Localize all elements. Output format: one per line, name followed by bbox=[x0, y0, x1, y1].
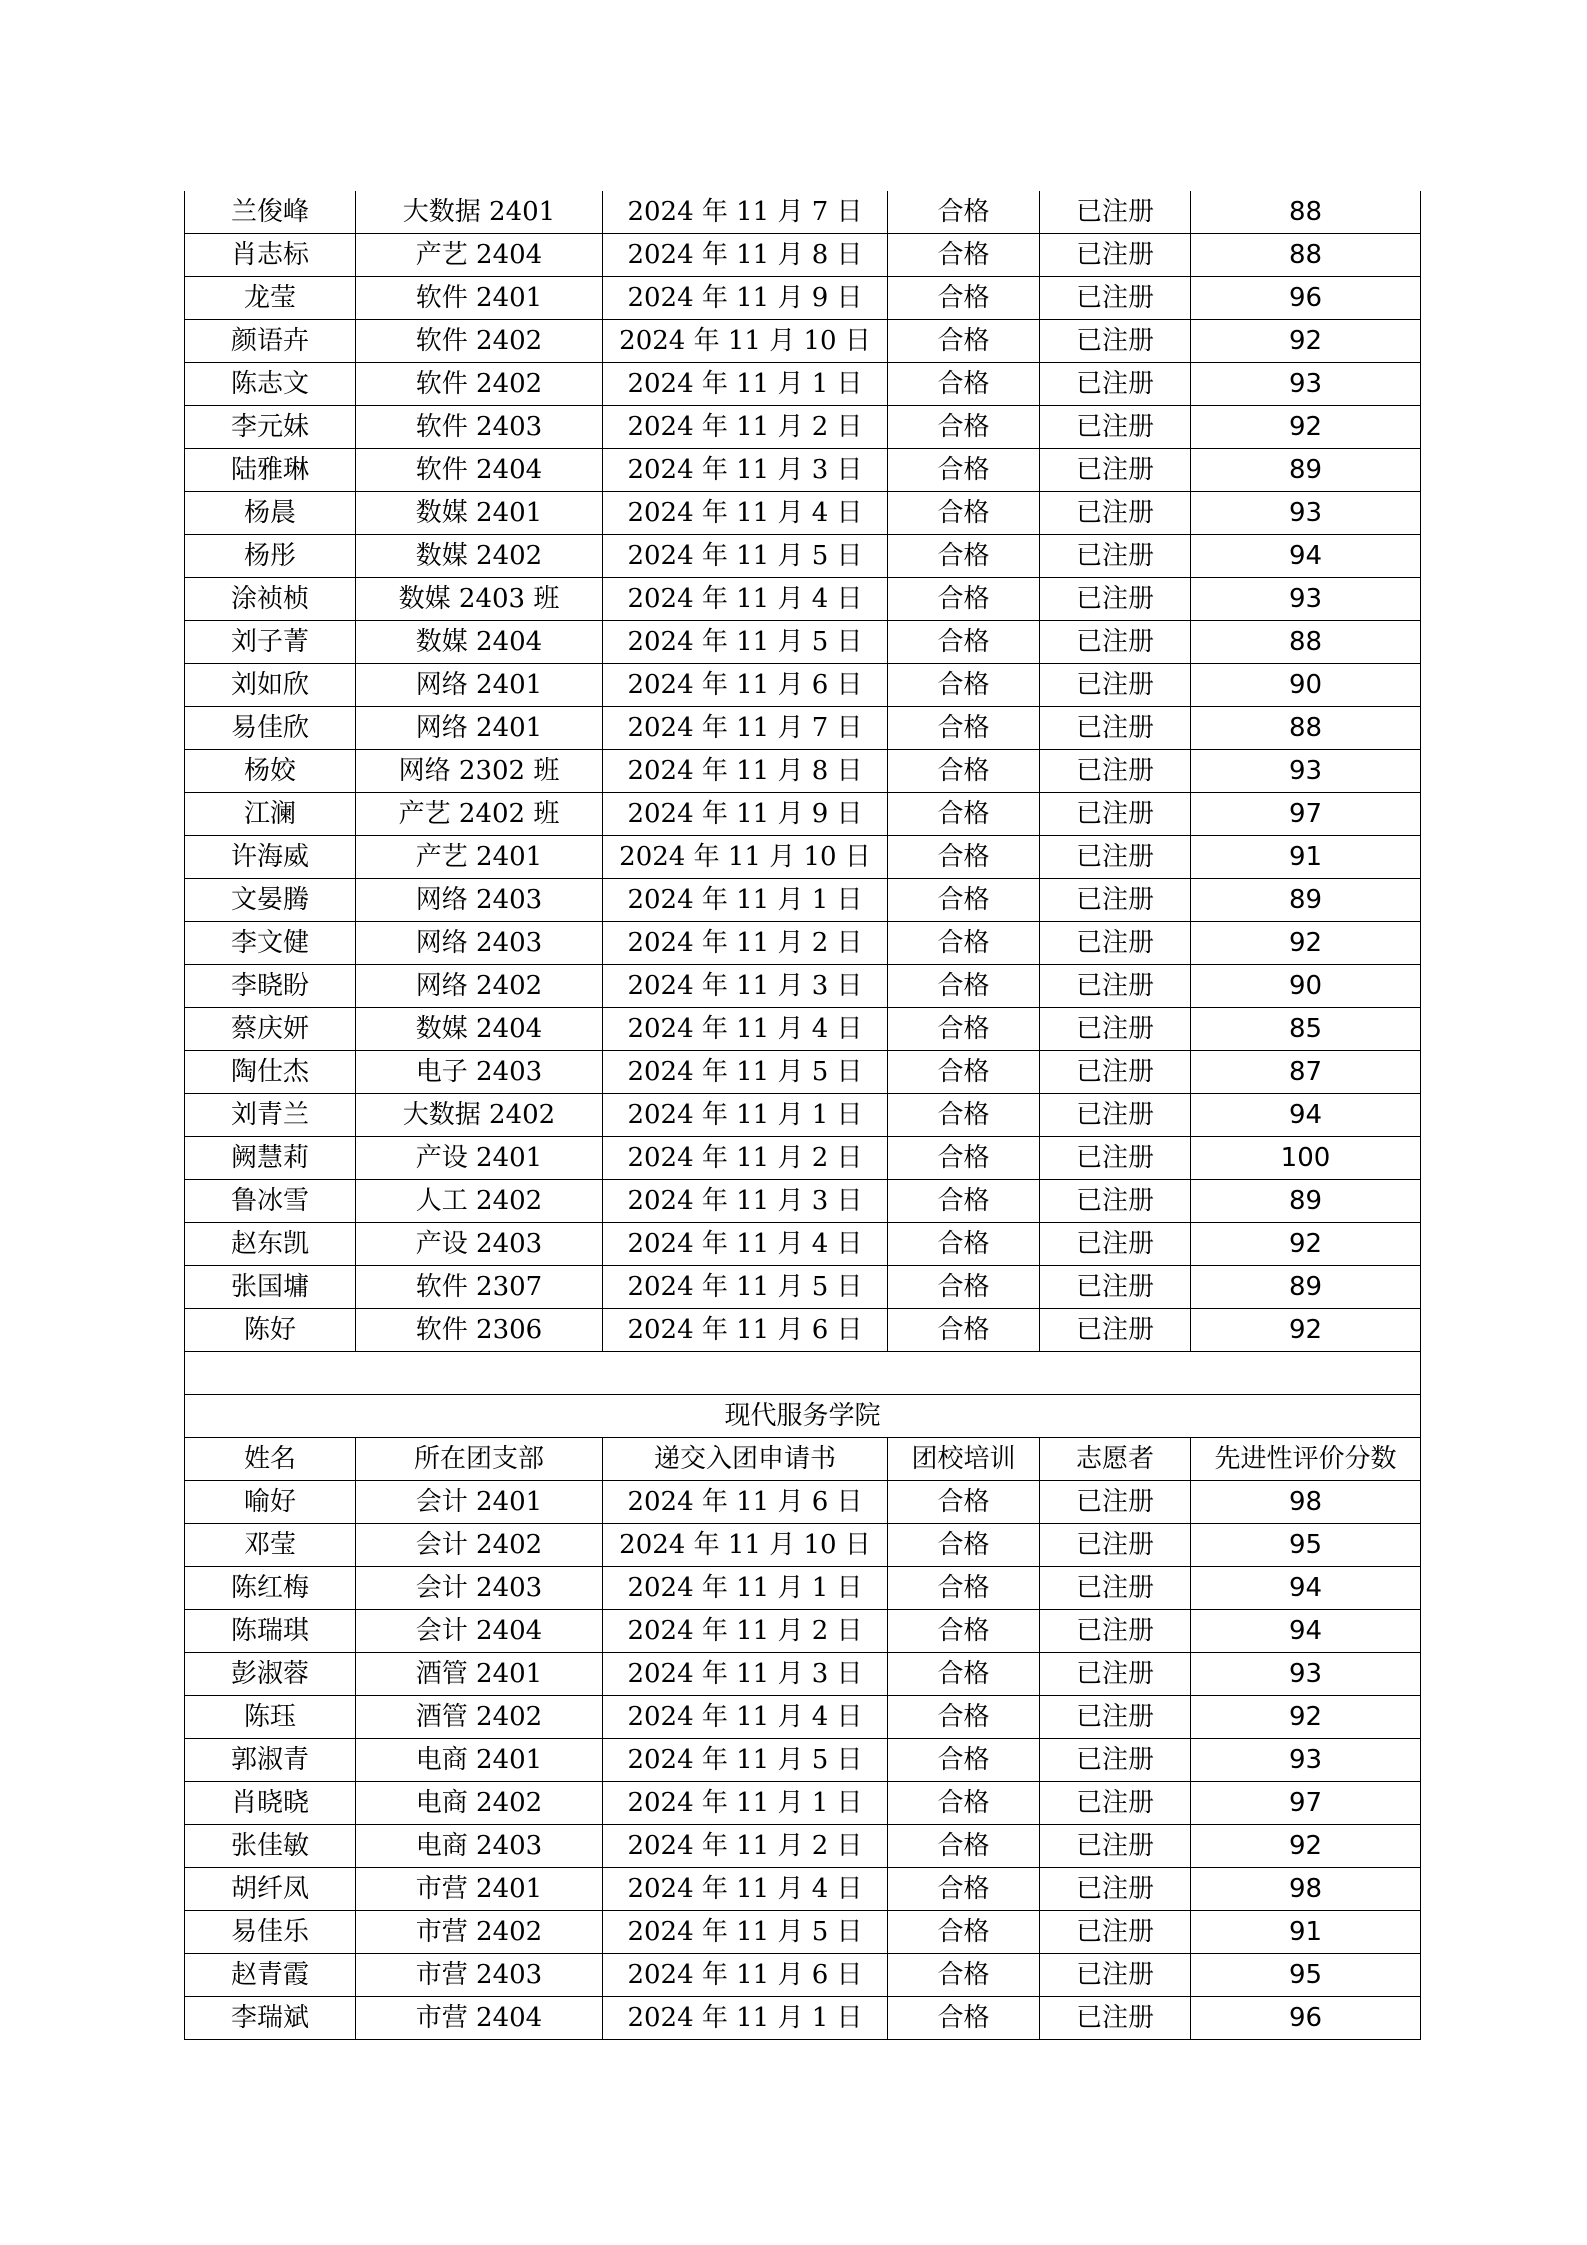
volunteer-cell: 已注册 bbox=[1040, 1997, 1191, 2040]
application-date-cell: 2024 年 11 月 3 日 bbox=[603, 965, 888, 1008]
branch-cell: 市营 2402 bbox=[356, 1911, 603, 1954]
name-cell: 赵青霞 bbox=[185, 1954, 356, 1997]
table-row bbox=[185, 1739, 1421, 1782]
score-cell: 94 bbox=[1191, 1567, 1421, 1610]
volunteer-cell: 已注册 bbox=[1040, 1567, 1191, 1610]
application-date-cell: 2024 年 11 月 2 日 bbox=[603, 922, 888, 965]
name-cell: 陈志文 bbox=[185, 363, 356, 406]
name-cell: 杨姣 bbox=[185, 750, 356, 793]
application-date-cell: 2024 年 11 月 5 日 bbox=[603, 1051, 888, 1094]
branch-cell: 数媒 2403 班 bbox=[356, 578, 603, 621]
score-cell: 89 bbox=[1191, 449, 1421, 492]
name-cell: 易佳乐 bbox=[185, 1911, 356, 1954]
branch-cell: 网络 2302 班 bbox=[356, 750, 603, 793]
name-cell: 颜语卉 bbox=[185, 320, 356, 363]
volunteer-cell: 已注册 bbox=[1040, 191, 1191, 234]
branch-cell: 产设 2403 bbox=[356, 1223, 603, 1266]
training-cell: 合格 bbox=[888, 621, 1040, 664]
branch-cell: 电商 2401 bbox=[356, 1739, 603, 1782]
branch-cell: 数媒 2404 bbox=[356, 1008, 603, 1051]
application-date-cell: 2024 年 11 月 1 日 bbox=[603, 1094, 888, 1137]
header-volunteer: 志愿者 bbox=[1040, 1438, 1191, 1481]
application-date-cell: 2024 年 11 月 4 日 bbox=[603, 1868, 888, 1911]
branch-cell: 网络 2403 bbox=[356, 879, 603, 922]
training-cell: 合格 bbox=[888, 707, 1040, 750]
branch-cell: 会计 2401 bbox=[356, 1481, 603, 1524]
volunteer-cell: 已注册 bbox=[1040, 793, 1191, 836]
branch-cell: 电商 2403 bbox=[356, 1825, 603, 1868]
application-date-cell: 2024 年 11 月 4 日 bbox=[603, 1008, 888, 1051]
name-cell: 李晓盼 bbox=[185, 965, 356, 1008]
branch-cell: 产设 2401 bbox=[356, 1137, 603, 1180]
table-row bbox=[185, 363, 1421, 406]
training-cell: 合格 bbox=[888, 578, 1040, 621]
application-date-cell: 2024 年 11 月 10 日 bbox=[603, 836, 888, 879]
name-cell: 阙慧莉 bbox=[185, 1137, 356, 1180]
name-cell: 赵东凯 bbox=[185, 1223, 356, 1266]
score-cell: 94 bbox=[1191, 1610, 1421, 1653]
branch-cell: 数媒 2404 bbox=[356, 621, 603, 664]
application-date-cell: 2024 年 11 月 10 日 bbox=[603, 1524, 888, 1567]
training-cell: 合格 bbox=[888, 1481, 1040, 1524]
name-cell: 陆雅琳 bbox=[185, 449, 356, 492]
name-cell: 江澜 bbox=[185, 793, 356, 836]
branch-cell: 市营 2401 bbox=[356, 1868, 603, 1911]
table-row bbox=[185, 1309, 1421, 1352]
name-cell: 陈瑞琪 bbox=[185, 1610, 356, 1653]
branch-cell: 酒管 2402 bbox=[356, 1696, 603, 1739]
score-cell: 85 bbox=[1191, 1008, 1421, 1051]
table-row bbox=[185, 191, 1421, 234]
volunteer-cell: 已注册 bbox=[1040, 320, 1191, 363]
volunteer-cell: 已注册 bbox=[1040, 1309, 1191, 1352]
name-cell: 陶仕杰 bbox=[185, 1051, 356, 1094]
score-cell: 93 bbox=[1191, 492, 1421, 535]
name-cell: 刘青兰 bbox=[185, 1094, 356, 1137]
volunteer-cell: 已注册 bbox=[1040, 1180, 1191, 1223]
branch-cell: 产艺 2401 bbox=[356, 836, 603, 879]
application-date-cell: 2024 年 11 月 1 日 bbox=[603, 1997, 888, 2040]
volunteer-cell: 已注册 bbox=[1040, 1094, 1191, 1137]
branch-cell: 软件 2403 bbox=[356, 406, 603, 449]
name-cell: 龙莹 bbox=[185, 277, 356, 320]
name-cell: 喻好 bbox=[185, 1481, 356, 1524]
training-cell: 合格 bbox=[888, 1610, 1040, 1653]
branch-cell: 会计 2404 bbox=[356, 1610, 603, 1653]
table-row bbox=[185, 1051, 1421, 1094]
name-cell: 陈好 bbox=[185, 1309, 356, 1352]
volunteer-cell: 已注册 bbox=[1040, 922, 1191, 965]
score-cell: 94 bbox=[1191, 535, 1421, 578]
header-branch: 所在团支部 bbox=[356, 1438, 603, 1481]
training-cell: 合格 bbox=[888, 1911, 1040, 1954]
training-cell: 合格 bbox=[888, 1868, 1040, 1911]
score-cell: 87 bbox=[1191, 1051, 1421, 1094]
volunteer-cell: 已注册 bbox=[1040, 879, 1191, 922]
name-cell: 李瑞斌 bbox=[185, 1997, 356, 2040]
score-cell: 98 bbox=[1191, 1481, 1421, 1524]
branch-cell: 软件 2402 bbox=[356, 320, 603, 363]
volunteer-cell: 已注册 bbox=[1040, 1954, 1191, 1997]
branch-cell: 网络 2401 bbox=[356, 707, 603, 750]
training-cell: 合格 bbox=[888, 1094, 1040, 1137]
name-cell: 彭淑蓉 bbox=[185, 1653, 356, 1696]
table-row bbox=[185, 1997, 1421, 2040]
table-row bbox=[185, 320, 1421, 363]
training-cell: 合格 bbox=[888, 277, 1040, 320]
application-date-cell: 2024 年 11 月 4 日 bbox=[603, 492, 888, 535]
header-row bbox=[185, 1438, 1421, 1481]
name-cell: 胡纤凤 bbox=[185, 1868, 356, 1911]
branch-cell: 市营 2404 bbox=[356, 1997, 603, 2040]
volunteer-cell: 已注册 bbox=[1040, 1610, 1191, 1653]
name-cell: 兰俊峰 bbox=[185, 191, 356, 234]
application-date-cell: 2024 年 11 月 1 日 bbox=[603, 363, 888, 406]
table-row bbox=[185, 1266, 1421, 1309]
training-cell: 合格 bbox=[888, 1008, 1040, 1051]
training-cell: 合格 bbox=[888, 1997, 1040, 2040]
table-row bbox=[185, 922, 1421, 965]
branch-cell: 软件 2306 bbox=[356, 1309, 603, 1352]
branch-cell: 大数据 2401 bbox=[356, 191, 603, 234]
branch-cell: 软件 2307 bbox=[356, 1266, 603, 1309]
volunteer-cell: 已注册 bbox=[1040, 492, 1191, 535]
table-row bbox=[185, 707, 1421, 750]
application-date-cell: 2024 年 11 月 7 日 bbox=[603, 707, 888, 750]
score-cell: 93 bbox=[1191, 1653, 1421, 1696]
application-date-cell: 2024 年 11 月 3 日 bbox=[603, 1180, 888, 1223]
table-row bbox=[185, 1782, 1421, 1825]
table-row bbox=[185, 1567, 1421, 1610]
score-cell: 93 bbox=[1191, 1739, 1421, 1782]
volunteer-cell: 已注册 bbox=[1040, 664, 1191, 707]
name-cell: 刘子菁 bbox=[185, 621, 356, 664]
branch-cell: 大数据 2402 bbox=[356, 1094, 603, 1137]
volunteer-cell: 已注册 bbox=[1040, 1008, 1191, 1051]
name-cell: 陈红梅 bbox=[185, 1567, 356, 1610]
volunteer-cell: 已注册 bbox=[1040, 1524, 1191, 1567]
name-cell: 张佳敏 bbox=[185, 1825, 356, 1868]
application-date-cell: 2024 年 11 月 6 日 bbox=[603, 664, 888, 707]
training-cell: 合格 bbox=[888, 1180, 1040, 1223]
table-row bbox=[185, 1008, 1421, 1051]
training-cell: 合格 bbox=[888, 922, 1040, 965]
training-cell: 合格 bbox=[888, 1309, 1040, 1352]
application-date-cell: 2024 年 11 月 3 日 bbox=[603, 449, 888, 492]
name-cell: 蔡庆妍 bbox=[185, 1008, 356, 1051]
score-cell: 97 bbox=[1191, 1782, 1421, 1825]
score-cell: 92 bbox=[1191, 1309, 1421, 1352]
volunteer-cell: 已注册 bbox=[1040, 1223, 1191, 1266]
volunteer-cell: 已注册 bbox=[1040, 535, 1191, 578]
application-date-cell: 2024 年 11 月 4 日 bbox=[603, 578, 888, 621]
volunteer-cell: 已注册 bbox=[1040, 1266, 1191, 1309]
volunteer-cell: 已注册 bbox=[1040, 707, 1191, 750]
score-cell: 88 bbox=[1191, 621, 1421, 664]
score-cell: 92 bbox=[1191, 320, 1421, 363]
table-row bbox=[185, 234, 1421, 277]
score-cell: 92 bbox=[1191, 1825, 1421, 1868]
training-cell: 合格 bbox=[888, 793, 1040, 836]
branch-cell: 软件 2401 bbox=[356, 277, 603, 320]
volunteer-cell: 已注册 bbox=[1040, 1051, 1191, 1094]
name-cell: 李文健 bbox=[185, 922, 356, 965]
training-cell: 合格 bbox=[888, 449, 1040, 492]
table-row bbox=[185, 1653, 1421, 1696]
table-row bbox=[185, 578, 1421, 621]
table-row bbox=[185, 1481, 1421, 1524]
table-row bbox=[185, 1954, 1421, 1997]
table-row bbox=[185, 1911, 1421, 1954]
training-cell: 合格 bbox=[888, 1653, 1040, 1696]
score-cell: 98 bbox=[1191, 1868, 1421, 1911]
training-cell: 合格 bbox=[888, 1137, 1040, 1180]
application-date-cell: 2024 年 11 月 8 日 bbox=[603, 750, 888, 793]
application-date-cell: 2024 年 11 月 2 日 bbox=[603, 1825, 888, 1868]
training-cell: 合格 bbox=[888, 1567, 1040, 1610]
score-cell: 97 bbox=[1191, 793, 1421, 836]
branch-cell: 电商 2402 bbox=[356, 1782, 603, 1825]
blank-row bbox=[185, 1352, 1421, 1395]
application-date-cell: 2024 年 11 月 8 日 bbox=[603, 234, 888, 277]
table-row bbox=[185, 1696, 1421, 1739]
name-cell: 邓莹 bbox=[185, 1524, 356, 1567]
score-cell: 88 bbox=[1191, 707, 1421, 750]
branch-cell: 网络 2402 bbox=[356, 965, 603, 1008]
training-cell: 合格 bbox=[888, 836, 1040, 879]
application-date-cell: 2024 年 11 月 4 日 bbox=[603, 1223, 888, 1266]
table-row bbox=[185, 1094, 1421, 1137]
branch-cell: 网络 2401 bbox=[356, 664, 603, 707]
score-cell: 88 bbox=[1191, 191, 1421, 234]
name-cell: 鲁冰雪 bbox=[185, 1180, 356, 1223]
score-cell: 89 bbox=[1191, 879, 1421, 922]
volunteer-cell: 已注册 bbox=[1040, 578, 1191, 621]
score-cell: 96 bbox=[1191, 277, 1421, 320]
volunteer-cell: 已注册 bbox=[1040, 621, 1191, 664]
application-date-cell: 2024 年 11 月 5 日 bbox=[603, 535, 888, 578]
table-row bbox=[185, 1610, 1421, 1653]
name-cell: 刘如欣 bbox=[185, 664, 356, 707]
branch-cell: 酒管 2401 bbox=[356, 1653, 603, 1696]
name-cell: 涂祯桢 bbox=[185, 578, 356, 621]
table-row bbox=[185, 406, 1421, 449]
application-date-cell: 2024 年 11 月 6 日 bbox=[603, 1954, 888, 1997]
score-cell: 88 bbox=[1191, 234, 1421, 277]
volunteer-cell: 已注册 bbox=[1040, 965, 1191, 1008]
score-cell: 96 bbox=[1191, 1997, 1421, 2040]
header-application: 递交入团申请书 bbox=[603, 1438, 888, 1481]
training-cell: 合格 bbox=[888, 234, 1040, 277]
table-row bbox=[185, 1825, 1421, 1868]
table-row bbox=[185, 1223, 1421, 1266]
score-cell: 93 bbox=[1191, 578, 1421, 621]
branch-cell: 电子 2403 bbox=[356, 1051, 603, 1094]
score-cell: 93 bbox=[1191, 750, 1421, 793]
table-row bbox=[185, 1524, 1421, 1567]
section-title: 现代服务学院 bbox=[185, 1395, 1421, 1438]
score-cell: 91 bbox=[1191, 836, 1421, 879]
training-cell: 合格 bbox=[888, 1696, 1040, 1739]
volunteer-cell: 已注册 bbox=[1040, 1868, 1191, 1911]
score-cell: 100 bbox=[1191, 1137, 1421, 1180]
member-table bbox=[184, 191, 1421, 2040]
table-row bbox=[185, 793, 1421, 836]
branch-cell: 软件 2404 bbox=[356, 449, 603, 492]
table-row bbox=[185, 449, 1421, 492]
branch-cell: 产艺 2404 bbox=[356, 234, 603, 277]
table-row bbox=[185, 492, 1421, 535]
score-cell: 92 bbox=[1191, 1696, 1421, 1739]
volunteer-cell: 已注册 bbox=[1040, 234, 1191, 277]
score-cell: 91 bbox=[1191, 1911, 1421, 1954]
application-date-cell: 2024 年 11 月 5 日 bbox=[603, 621, 888, 664]
branch-cell: 会计 2403 bbox=[356, 1567, 603, 1610]
application-date-cell: 2024 年 11 月 6 日 bbox=[603, 1309, 888, 1352]
application-date-cell: 2024 年 11 月 7 日 bbox=[603, 191, 888, 234]
training-cell: 合格 bbox=[888, 1223, 1040, 1266]
application-date-cell: 2024 年 11 月 5 日 bbox=[603, 1739, 888, 1782]
training-cell: 合格 bbox=[888, 1739, 1040, 1782]
name-cell: 李元妹 bbox=[185, 406, 356, 449]
training-cell: 合格 bbox=[888, 750, 1040, 793]
application-date-cell: 2024 年 11 月 2 日 bbox=[603, 1610, 888, 1653]
branch-cell: 数媒 2401 bbox=[356, 492, 603, 535]
training-cell: 合格 bbox=[888, 535, 1040, 578]
training-cell: 合格 bbox=[888, 664, 1040, 707]
table-row bbox=[185, 750, 1421, 793]
table-row bbox=[185, 664, 1421, 707]
training-cell: 合格 bbox=[888, 1954, 1040, 1997]
header-training: 团校培训 bbox=[888, 1438, 1040, 1481]
application-date-cell: 2024 年 11 月 5 日 bbox=[603, 1266, 888, 1309]
branch-cell: 会计 2402 bbox=[356, 1524, 603, 1567]
score-cell: 90 bbox=[1191, 664, 1421, 707]
score-cell: 89 bbox=[1191, 1266, 1421, 1309]
name-cell: 杨彤 bbox=[185, 535, 356, 578]
branch-cell: 网络 2403 bbox=[356, 922, 603, 965]
table-row bbox=[185, 277, 1421, 320]
application-date-cell: 2024 年 11 月 9 日 bbox=[603, 793, 888, 836]
application-date-cell: 2024 年 11 月 5 日 bbox=[603, 1911, 888, 1954]
score-cell: 95 bbox=[1191, 1954, 1421, 1997]
table-row bbox=[185, 879, 1421, 922]
application-date-cell: 2024 年 11 月 2 日 bbox=[603, 1137, 888, 1180]
volunteer-cell: 已注册 bbox=[1040, 449, 1191, 492]
volunteer-cell: 已注册 bbox=[1040, 406, 1191, 449]
training-cell: 合格 bbox=[888, 320, 1040, 363]
table-row bbox=[185, 1137, 1421, 1180]
training-cell: 合格 bbox=[888, 1266, 1040, 1309]
score-cell: 92 bbox=[1191, 406, 1421, 449]
name-cell: 文晏腾 bbox=[185, 879, 356, 922]
name-cell: 张国墉 bbox=[185, 1266, 356, 1309]
table-row bbox=[185, 1180, 1421, 1223]
table-row bbox=[185, 535, 1421, 578]
blank-cell bbox=[185, 1352, 1421, 1395]
branch-cell: 市营 2403 bbox=[356, 1954, 603, 1997]
training-cell: 合格 bbox=[888, 1782, 1040, 1825]
volunteer-cell: 已注册 bbox=[1040, 1825, 1191, 1868]
training-cell: 合格 bbox=[888, 191, 1040, 234]
training-cell: 合格 bbox=[888, 406, 1040, 449]
branch-cell: 软件 2402 bbox=[356, 363, 603, 406]
volunteer-cell: 已注册 bbox=[1040, 836, 1191, 879]
volunteer-cell: 已注册 bbox=[1040, 1137, 1191, 1180]
table-row bbox=[185, 621, 1421, 664]
score-cell: 92 bbox=[1191, 1223, 1421, 1266]
training-cell: 合格 bbox=[888, 492, 1040, 535]
application-date-cell: 2024 年 11 月 1 日 bbox=[603, 1782, 888, 1825]
training-cell: 合格 bbox=[888, 965, 1040, 1008]
volunteer-cell: 已注册 bbox=[1040, 750, 1191, 793]
training-cell: 合格 bbox=[888, 1051, 1040, 1094]
application-date-cell: 2024 年 11 月 10 日 bbox=[603, 320, 888, 363]
score-cell: 89 bbox=[1191, 1180, 1421, 1223]
application-date-cell: 2024 年 11 月 4 日 bbox=[603, 1696, 888, 1739]
name-cell: 陈珏 bbox=[185, 1696, 356, 1739]
name-cell: 郭淑青 bbox=[185, 1739, 356, 1782]
volunteer-cell: 已注册 bbox=[1040, 1782, 1191, 1825]
name-cell: 许海威 bbox=[185, 836, 356, 879]
training-cell: 合格 bbox=[888, 1825, 1040, 1868]
application-date-cell: 2024 年 11 月 1 日 bbox=[603, 1567, 888, 1610]
branch-cell: 数媒 2402 bbox=[356, 535, 603, 578]
training-cell: 合格 bbox=[888, 363, 1040, 406]
table-row bbox=[185, 965, 1421, 1008]
application-date-cell: 2024 年 11 月 2 日 bbox=[603, 406, 888, 449]
score-cell: 92 bbox=[1191, 922, 1421, 965]
table-row bbox=[185, 836, 1421, 879]
volunteer-cell: 已注册 bbox=[1040, 363, 1191, 406]
table-row bbox=[185, 1868, 1421, 1911]
score-cell: 95 bbox=[1191, 1524, 1421, 1567]
volunteer-cell: 已注册 bbox=[1040, 277, 1191, 320]
header-name: 姓名 bbox=[185, 1438, 356, 1481]
branch-cell: 人工 2402 bbox=[356, 1180, 603, 1223]
table-body bbox=[185, 191, 1421, 2040]
name-cell: 肖志标 bbox=[185, 234, 356, 277]
header-score: 先进性评价分数 bbox=[1191, 1438, 1421, 1481]
volunteer-cell: 已注册 bbox=[1040, 1739, 1191, 1782]
application-date-cell: 2024 年 11 月 3 日 bbox=[603, 1653, 888, 1696]
branch-cell: 产艺 2402 班 bbox=[356, 793, 603, 836]
name-cell: 肖晓晓 bbox=[185, 1782, 356, 1825]
name-cell: 易佳欣 bbox=[185, 707, 356, 750]
name-cell: 杨晨 bbox=[185, 492, 356, 535]
volunteer-cell: 已注册 bbox=[1040, 1911, 1191, 1954]
application-date-cell: 2024 年 11 月 1 日 bbox=[603, 879, 888, 922]
training-cell: 合格 bbox=[888, 879, 1040, 922]
volunteer-cell: 已注册 bbox=[1040, 1653, 1191, 1696]
training-cell: 合格 bbox=[888, 1524, 1040, 1567]
score-cell: 93 bbox=[1191, 363, 1421, 406]
score-cell: 90 bbox=[1191, 965, 1421, 1008]
volunteer-cell: 已注册 bbox=[1040, 1481, 1191, 1524]
section-title-row bbox=[185, 1395, 1421, 1438]
application-date-cell: 2024 年 11 月 9 日 bbox=[603, 277, 888, 320]
application-date-cell: 2024 年 11 月 6 日 bbox=[603, 1481, 888, 1524]
volunteer-cell: 已注册 bbox=[1040, 1696, 1191, 1739]
score-cell: 94 bbox=[1191, 1094, 1421, 1137]
